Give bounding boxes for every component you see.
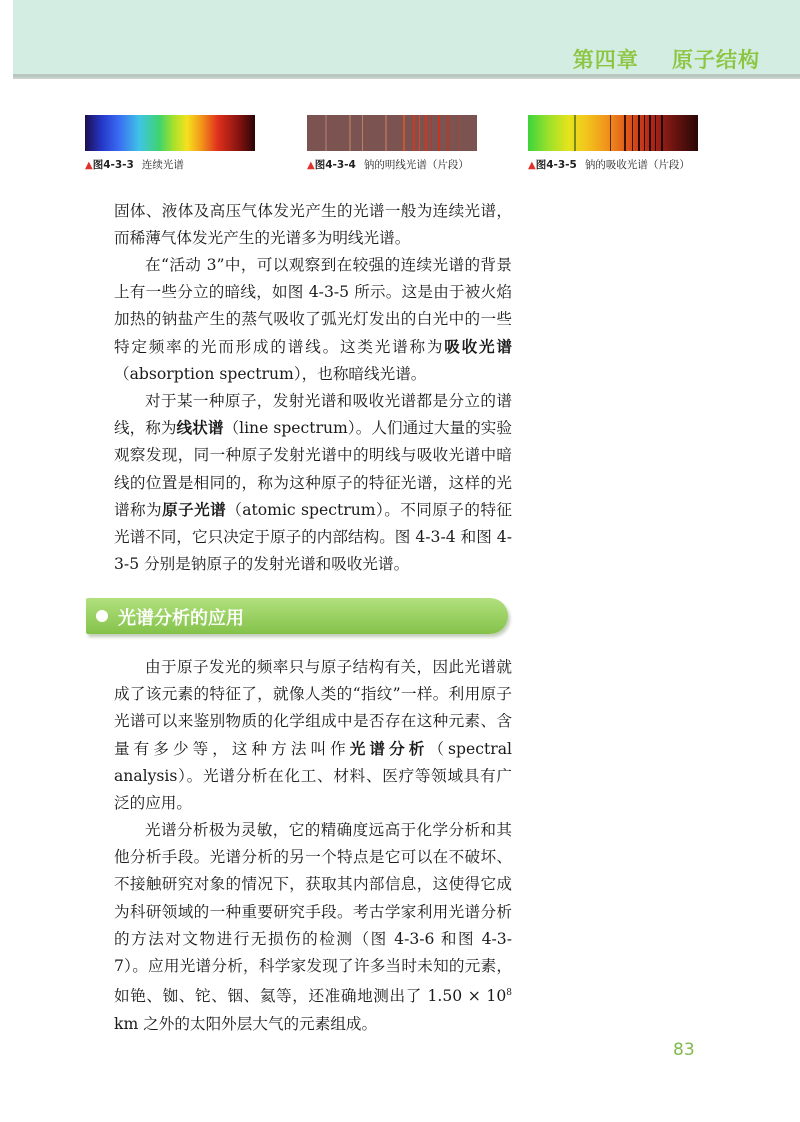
paragraph-4 — [114, 654, 512, 817]
figure-caption — [85, 157, 255, 172]
section-heading-bar — [86, 598, 508, 634]
continuous-spectrum-image — [85, 115, 255, 151]
figure-number: 图4-3-3 — [92, 159, 134, 171]
term-line-spectrum: 线状谱 — [176, 419, 224, 438]
paragraph-text: 在“活动 3”中，可以观察到在较强的连续光谱的背景上有一些分立的暗线，如图 4-3-5 所示。这是由于被火焰加热的钠盐产生的蒸气吸收了弧光灯发出的白光中的一些特定频率的光而形成的谱线。这类光谱称为 — [114, 256, 512, 356]
caption-triangle-icon: ▲ — [85, 160, 93, 171]
paragraph-text: 由于原子发光的频率只与原子结构有关，因此光谱就成了该元素的特征了，就像人类的“指纹”一样。利用原子光谱可以来鉴别物质的化学组成中是否存在这种元素、含量有多少等，这种方法叫作 — [114, 658, 512, 758]
header-divider — [13, 77, 800, 79]
paragraph-5 — [114, 817, 512, 1038]
paragraph-text: （line spectrum）。人们通过大量的实验观察发现，同一种原子发射光谱中的明线与吸收光谱中暗线的位置是相同的，称为这种原子的特征光谱，这样的光谱称为 — [114, 419, 512, 519]
paragraph-text: （absorption spectrum），也称暗线光谱。 — [114, 364, 427, 383]
exponent: 8 — [506, 988, 512, 999]
paragraph-text: 光谱分析极为灵敏，它的精确度远高于化学分析和其他分析手段。光谱分析的另一个特点是它可以在不破坏、不接触研究对象的情况下，获取其内部信息，这使得它成为科研领域的一种重要研究手段。考古学家利用光谱分析的方法对文物进行无损伤的检测（图 4-3-6 和图 4-3-7）。应用光谱分析，科学家发现了许多当时未知的元素，如铯、铷、铊、铟、氦等，还准确地测出了 1.50 × 10 — [114, 821, 512, 1006]
chapter-title: 第四章 原子结构 — [572, 48, 760, 72]
term-spectral-analysis: 光谱分析 — [349, 739, 429, 758]
figure-sodium-emission-spectrum — [307, 115, 477, 172]
sodium-emission-spectrum-image — [307, 115, 477, 151]
bullet-dot-icon — [96, 610, 108, 622]
figure-number: 图4-3-4 — [314, 159, 356, 171]
page-number: 83 — [673, 1040, 695, 1060]
paragraph-2 — [114, 252, 512, 388]
paragraph-text: （atomic spectrum）。不同原子的特征光谱不同，它只决定于原子的内部结构。图 4-3-4 和图 4-3-5 分别是钠原子的发射光谱和吸收光谱。 — [114, 500, 512, 574]
sodium-absorption-spectrum-image — [528, 115, 698, 151]
caption-triangle-icon: ▲ — [307, 160, 315, 171]
paragraph-1 — [114, 198, 512, 252]
section-title: 光谱分析的应用 — [118, 608, 244, 629]
figure-title: 连续光谱 — [141, 159, 184, 171]
paragraph-text: （spectral analysis）。光谱分析在化工、材料、医疗等领域具有广泛的应用。 — [114, 739, 512, 813]
paragraph-3 — [114, 388, 512, 578]
paragraph-text: 对于某一种原子，发射光谱和吸收光谱都是分立的谱线，称为 — [114, 392, 512, 438]
figure-sodium-absorption-spectrum — [528, 115, 698, 172]
caption-triangle-icon: ▲ — [528, 160, 536, 171]
figure-number: 图4-3-5 — [535, 159, 577, 171]
figure-title: 钠的明线光谱（片段） — [363, 159, 469, 171]
paragraph-text: 固体、液体及高压气体发光产生的光谱一般为连续光谱，而稀薄气体发光产生的光谱多为明线光谱。 — [114, 202, 512, 248]
figure-title: 钠的吸收光谱（片段） — [584, 159, 690, 171]
paragraph-text: km 之外的太阳外层大气的元素组成。 — [114, 1014, 378, 1033]
term-atomic-spectrum: 原子光谱 — [162, 500, 227, 519]
term-absorption-spectrum: 吸收光谱 — [444, 337, 512, 356]
figure-continuous-spectrum — [85, 115, 255, 172]
figure-caption — [528, 157, 698, 172]
figure-caption — [307, 157, 477, 172]
